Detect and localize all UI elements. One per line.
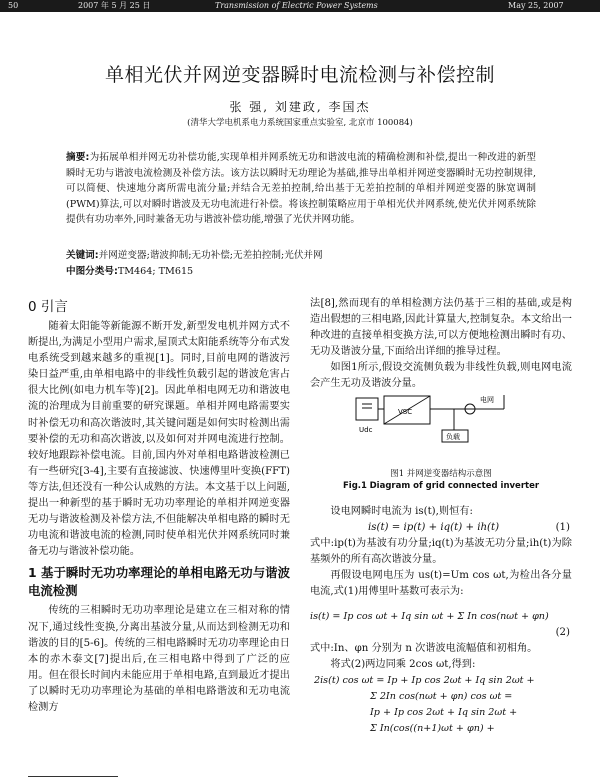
abstract-text: 为拓展单相并网无功补偿功能,实现单相并网系统无功和谐波电流的精确检测和补偿,提出一种改进的新型瞬时无功与谐波电流检测及补偿方法。该方法以瞬时无功理论为基础,推导出单相并网逆变器瞬时无功控制规律,可以简便、快速地分离所需电流分量;并结合无差拍控制,给出基于无差拍控制的单相并网逆变器的脉宽调制(PWM)算法,可以对瞬时谐波及无功电流进行补偿。将该控制策略应用于单相光伏并网系统,使光伏并网系统除提供有功功率外,同时兼备无功与谐波补偿功能,增强了光伏并网功能。 (66, 152, 536, 225)
equation-number: (1) (555, 522, 570, 534)
clc-number (66, 264, 536, 279)
inverter-diagram (354, 392, 514, 446)
clc-label: 中图分类号: (66, 266, 118, 277)
authors: 张 强, 刘建政, 李国杰 (229, 100, 371, 114)
equation-3-line-2: Σ 2In cos(nωt + φn) cos ωt = (370, 690, 513, 702)
figure-caption-en-label: Fig.1 (342, 481, 367, 491)
abstract (66, 150, 536, 228)
section-heading-1: 1 基于瞬时无功功率理论的单相电路无功与谐波电流检测 (28, 565, 290, 599)
paragraph: 设电网瞬时电流为 is(t),则恒有: (330, 506, 473, 517)
paragraph: 如图1所示,假设交流侧负载为非线性负载,则电网电流会产生无功及谐波分量。 (310, 362, 572, 390)
running-header (0, 0, 600, 12)
affiliation: (清华大学电机系电力系统国家重点实验室, 北京市 100084) (187, 118, 413, 128)
load-label: 负载 (446, 433, 460, 441)
paragraph: 随着太阳能等新能源不断开发,新型发电机并网方式不断提出,为满足小型用户需求,屋顶式太阳能系统等分布式发电系统受到越来越多的重视[1]。同时,目前电网的谐波污染日益严重,由单相电路中的非线性负载引起的谐波危害占很大比例(如电力机车等)[2]。因此单相电网无功和谐波电流的治理成为目前重要的研究课题。单相并网电路需要实时补偿无功和高次谐波时,其关键问题是如何实时检测出需要补偿的无功和高次谐波,以及如何对并网电流进行控制。较好地跟踪补偿电流。目前,国内外对单相电路谐波检测已有一些研究[3-4],主要有直接滤波、快速傅里叶变换(FFT)等方法,但还没有一种公认成熟的方法。本文基于以上问题,提出一种新型的基于瞬时无功功率理论的单相并网逆变器无功与谐波检测及补偿方法,不但能解决单相电路的瞬时无功电流和谐波电流的检测,同时使单相光伏并网系统同时兼备无功与谐波补偿功能。 (28, 321, 290, 558)
header-date: 2007 年 5 月 25 日 (78, 1, 151, 10)
equation-1 (310, 520, 572, 536)
paragraph: 再假设电网电压为 us(t)=Um cos ωt,为检出各分量电流,式(1)用傅里叶基数可表示为: (310, 570, 572, 598)
right-column-top (310, 296, 572, 393)
journal-name: Transmission of Electric Power Systems (215, 1, 378, 10)
equation-2 (310, 609, 572, 625)
equation-text: is(t) = Ip cos ωt + Iq sin ωt + Σ In cos(nωt + φn) (310, 610, 549, 622)
figure-1 (354, 392, 514, 446)
equation-number: (2) (555, 626, 570, 638)
grid-label: 电网 (480, 396, 494, 404)
equation-3-line-4: Σ In(cos((n+1)ωt + φn) + (370, 723, 495, 735)
figure-caption-cn: 图1 并网逆变器结构示意图 (390, 469, 492, 479)
paragraph: 将式(2)两边同乘 2cos ωt,得到: (330, 658, 476, 670)
figure-caption-en: Diagram of grid connected inverter (369, 481, 540, 491)
section-heading-intro: 0 引言 (28, 299, 68, 315)
keywords (66, 248, 536, 263)
inverter-label: VSC (398, 408, 413, 416)
page-number: 50 (8, 1, 19, 10)
left-column (28, 294, 290, 716)
right-column-bottom (310, 504, 572, 737)
udc-label: Udc (359, 426, 373, 434)
equation-3-line-3: Ip + Ip cos 2ωt + Iq sin 2ωt + (370, 707, 518, 719)
equation-3-line-1: 2is(t) cos ωt = Ip + Ip cos 2ωt + Iq sin 2ωt + (314, 674, 535, 686)
keywords-text: 并网逆变器;谐波抑制;无功补偿;无差拍控制;光伏并网 (98, 250, 323, 261)
paragraph: 法[8],然而现有的单相检测方法仍基于三相的基础,或是构造出假想的三相电路,因此计算量大,控制复杂。本文给出一种改进的直接单相变换方法,可以方便地检测出瞬时有功、无功及谐波分量,下面给出详细的推导过程。 (310, 298, 572, 358)
paragraph: 式中:In、φn 分别为 n 次谐波电流幅值和初相角。 (310, 642, 538, 654)
figure-caption (310, 468, 572, 492)
keywords-label: 关键词: (66, 250, 99, 261)
equation-2-number-row (310, 625, 572, 641)
equation-text: is(t) = ip(t) + iq(t) + ih(t) (368, 522, 500, 534)
header-date-en: May 25, 2007 (508, 1, 564, 10)
paragraph: 式中:ip(t)为基波有功分量;iq(t)为基波无功分量;ih(t)为除基频外的所有高次谐波分量。 (310, 538, 572, 566)
clc-text: TM464; TM615 (117, 266, 194, 277)
footnote-rule (28, 776, 118, 777)
paper-title: 单相光伏并网逆变器瞬时电流检测与补偿控制 (104, 64, 495, 86)
abstract-label: 摘要: (66, 152, 90, 163)
paragraph: 传统的三相瞬时无功功率理论是建立在三相对称的情况下,通过线性变换,分离出基波分量,从而达到检测无功和谐波的目的[5-6]。传统的三相电路瞬时无功功率理论由日本的赤木泰文[7]提出后,在三相电路中得到了广泛的应用。但在很长时间内未能应用于单相电路,直到最近才提出了以瞬时无功功率理论为基础的单相电路谐波和无功电流检测方 (28, 605, 290, 713)
